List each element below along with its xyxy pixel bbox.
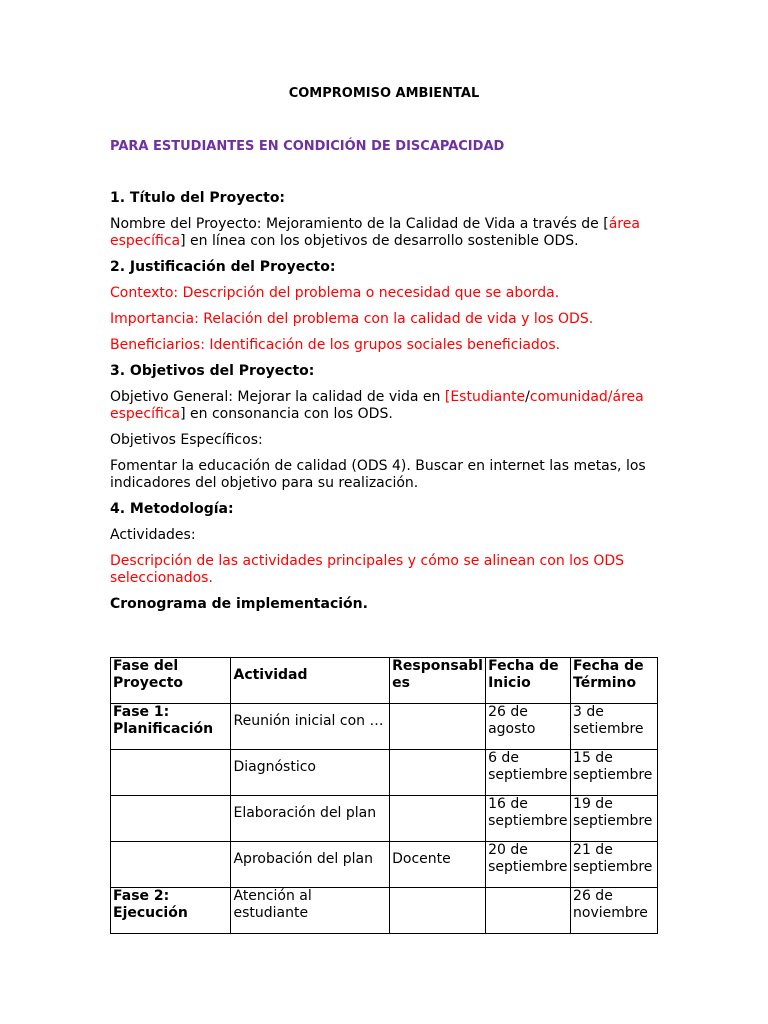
cell-end-date: 15 de septiembre xyxy=(571,750,658,796)
beneficiaries-paragraph: Beneficiarios: Identificación de los grupos sociales beneficiados. xyxy=(110,337,561,353)
cell-start-date: 26 de agosto xyxy=(486,704,571,750)
header-end-date: Fecha de Término xyxy=(571,658,658,704)
cell-start-date: 16 de septiembre xyxy=(486,796,571,842)
activities-label: Actividades: xyxy=(110,527,196,543)
header-start-date: Fecha de Inicio xyxy=(486,658,571,704)
cell-phase xyxy=(111,750,231,796)
page-title: COMPROMISO AMBIENTAL xyxy=(288,86,480,101)
table-row xyxy=(111,750,658,796)
schedule-heading: Cronograma de implementación. xyxy=(110,596,368,612)
cell-phase: Fase 1: Planificación xyxy=(111,704,231,750)
importance-paragraph: Importancia: Relación del problema con la calidad de vida y los ODS. xyxy=(110,311,594,327)
cell-end-date: 26 de noviembre xyxy=(571,888,658,934)
cell-responsible xyxy=(390,704,486,750)
cell-activity: Atención al estudiante xyxy=(231,888,390,934)
table-row xyxy=(111,704,658,750)
cell-responsible xyxy=(390,796,486,842)
cell-phase xyxy=(111,842,231,888)
page-subtitle: PARA ESTUDIANTES EN CONDICIÓN DE DISCAPACIDAD xyxy=(110,139,505,154)
schedule-table xyxy=(110,657,658,934)
general-objective-placeholder-2: comunidad/área específica xyxy=(110,389,644,422)
cell-activity: Diagnóstico xyxy=(231,750,390,796)
context-paragraph: Contexto: Descripción del problema o necesidad que se aborda. xyxy=(110,285,560,301)
table-row xyxy=(111,796,658,842)
header-activity: Actividad xyxy=(231,658,390,704)
table-row xyxy=(111,842,658,888)
activities-description: Descripción de las actividades principales y cómo se alinean con los ODS seleccionados. xyxy=(110,553,625,586)
cell-phase: Fase 2: Ejecución xyxy=(111,888,231,934)
project-name-paragraph xyxy=(110,216,660,250)
section-1-heading: 1. Título del Proyecto: xyxy=(110,190,286,206)
table-row xyxy=(111,888,658,934)
project-name-placeholder: área específica xyxy=(110,216,640,249)
project-name-prefix: Nombre del Proyecto: Mejoramiento de la Calidad de Vida a través de [ xyxy=(110,216,609,232)
cell-activity: Aprobación del plan xyxy=(231,842,390,888)
general-objective-placeholder-1: [Estudiante xyxy=(444,389,526,405)
section-2-heading: 2. Justificación del Proyecto: xyxy=(110,259,336,275)
cell-start-date: 6 de septiembre xyxy=(486,750,571,796)
header-responsible: Responsables xyxy=(390,658,486,704)
specific-objectives-text: Fomentar la educación de calidad (ODS 4). Buscar en internet las metas, los indicadores del objetivo para su realización. xyxy=(110,458,646,491)
cell-activity: Elaboración del plan xyxy=(231,796,390,842)
cell-responsible: Docente xyxy=(390,842,486,888)
cell-responsible xyxy=(390,888,486,934)
cell-start-date: 20 de septiembre xyxy=(486,842,571,888)
cell-phase xyxy=(111,796,231,842)
specific-objectives-label: Objetivos Específicos: xyxy=(110,432,263,448)
general-objective-paragraph xyxy=(110,389,660,423)
document-body xyxy=(110,190,660,622)
cell-responsible xyxy=(390,750,486,796)
general-objective-suffix: ] en consonancia con los ODS. xyxy=(180,406,393,422)
header-phase: Fase del Proyecto xyxy=(111,658,231,704)
general-objective-prefix: Objetivo General: Mejorar la calidad de vida en xyxy=(110,389,445,405)
table-header-row xyxy=(111,658,658,704)
project-name-suffix: ] en línea con los objetivos de desarrollo sostenible ODS. xyxy=(180,233,579,249)
cell-activity: Reunión inicial con … xyxy=(231,704,390,750)
general-objective-slash: / xyxy=(525,389,530,405)
section-3-heading: 3. Objetivos del Proyecto: xyxy=(110,363,315,379)
cell-end-date: 3 de setiembre xyxy=(571,704,658,750)
cell-end-date: 21 de septiembre xyxy=(571,842,658,888)
section-4-heading: 4. Metodología: xyxy=(110,501,234,517)
cell-start-date xyxy=(486,888,571,934)
cell-end-date: 19 de septiembre xyxy=(571,796,658,842)
